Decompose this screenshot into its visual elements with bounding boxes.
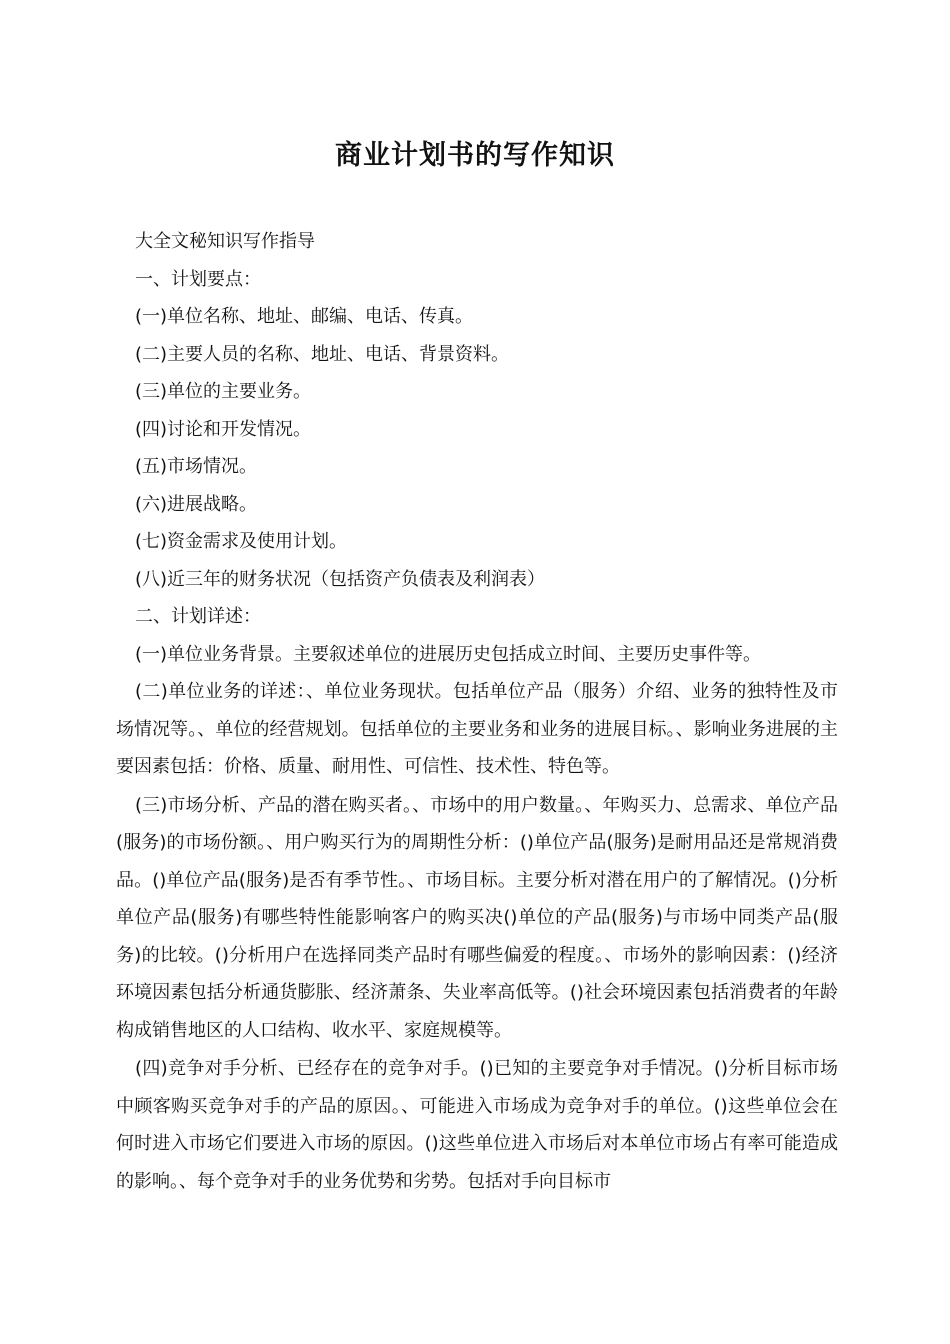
paragraph-source: 大全文秘知识写作指导 [135, 231, 315, 252]
section-heading-plan-points: 一、计划要点： [135, 268, 261, 290]
paragraph-market-analysis: (三)市场分析、产品的潜在购买者。、市场中的用户数量。、年购买力、总需求、单位产品(服务)的市场份额。、用户购买行为的周期性分析：()单位产品(服务)是耐用品还是常规消费品。()单位产品(服务)是否有季节性。、市场目标。主要分析对潜在用户的了解情况。()分析单位产品(服务)有哪些特性能影响客户的购买决()单位的产品(服务)与市场中同类产品(服务)的比较。()分析用户在选择同类产品时有哪些偏爱的程度。、市场外的影响因素：()经济环境因素包括分析通货膨胀、经济萧条、失业率高低等。()社会环境因素包括消费者的年龄构成销售地区的人口结构、收水平、家庭规模等。 [116, 794, 838, 1041]
document-body [116, 223, 838, 1200]
list-item: (一)单位名称、地址、邮编、电话、传真。 [135, 306, 474, 327]
page-title: 商业计划书的写作知识 [335, 140, 615, 171]
list-item: (四)讨论和开发情况。 [135, 418, 312, 440]
list-item: (六)进展战略。 [135, 493, 258, 515]
list-item: (五)市场情况。 [135, 456, 258, 477]
paragraph-business-details: (二)单位业务的详述：、单位业务现状。包括单位产品（服务）介绍、业务的独特性及市场情况等。、单位的经营规划。包括单位的主要业务和业务的进展目标。、影响业务进展的主要因素包括：价格、质量、耐用性、可信性、技术性、特色等。 [116, 681, 838, 777]
list-item: (七)资金需求及使用计划。 [135, 531, 348, 552]
list-item: (二)主要人员的名称、地址、电话、背景资料。 [135, 343, 510, 365]
section-heading-plan-details: 二、计划详述： [135, 606, 261, 627]
paragraph-competitor-analysis: (四)竞争对手分析、已经存在的竞争对手。()已知的主要竞争对手情况。()分析目标市场中顾客购买竞争对手的产品的原因。、可能进入市场成为竞争对手的单位。()这些单位会在何时进入市场它们要进入市场的原因。()这些单位进入市场后对本单位市场占有率可能造成的影响。、每个竞争对手的业务优势和劣势。包括对手向目标市 [116, 1058, 838, 1192]
list-item: (八)近三年的财务状况（包括资产负债表及利润表） [135, 568, 546, 590]
list-item: (三)单位的主要业务。 [135, 381, 312, 402]
paragraph-business-background: (一)单位业务背景。主要叙述单位的进展历史包括成立时间、主要历史事件等。 [135, 643, 762, 665]
